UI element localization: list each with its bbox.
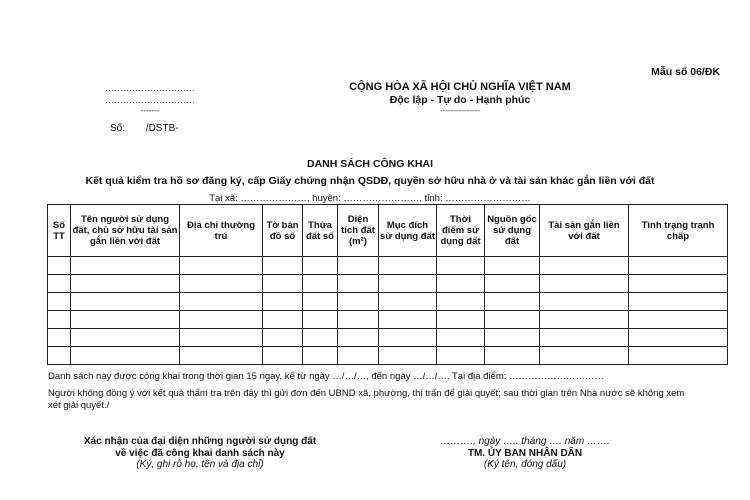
national-motto: Độc lập - Tự do - Hạnh phúc [389,94,531,106]
table-cell [629,257,728,275]
table-cell [379,329,437,347]
table-cell [485,293,540,311]
table-cell [338,293,379,311]
table-cell [71,329,180,347]
table-cell [540,293,629,311]
agency-separator: ------- [140,106,160,115]
table-cell [629,311,728,329]
table-cell [48,257,71,275]
table-cell [379,257,437,275]
table-cell [263,257,303,275]
table-cell [437,311,485,329]
table-cell [485,311,540,329]
column-header: Tên người sử dụng đất, chủ sở hữu tài sản gắn liền với đất [71,205,180,257]
table-cell [540,275,629,293]
table-cell [437,293,485,311]
document-title: DANH SÁCH CÔNG KHAI [307,158,433,170]
table-cell [180,257,263,275]
representative-title-line1: Xác nhận của đại diện những người sử dụng đất [83,436,317,447]
table-cell [263,293,303,311]
table-cell [437,275,485,293]
table-body [48,257,728,365]
table-row [48,311,728,329]
table-cell [303,347,338,365]
document-number [110,123,179,134]
commune-label: Tại xã: [209,193,238,204]
table-cell [180,275,263,293]
table-cell [540,329,629,347]
table-cell [303,275,338,293]
table-cell [263,275,303,293]
table-cell [303,293,338,311]
column-header: Tờ bản đồ số [263,205,303,257]
table-cell [263,311,303,329]
table-cell [629,347,728,365]
table-cell [629,275,728,293]
column-header: Thời điểm sử dụng đất [437,205,485,257]
table-cell [48,347,71,365]
document-number-suffix: /DSTB- [145,123,179,134]
table-cell [48,293,71,311]
table-cell [263,329,303,347]
objection-note: Người không đồng ý với kết quả thẩm tra trên đây thì gửi đơn đến UBND xã, phường, thị trấn để giải quyết; sau thời gian trên Nhà nước sẽ không xem xét giải quyết./ [48,388,685,411]
column-header: Tài sản gắn liền với đất [540,205,629,257]
country-name: CỘNG HÒA XÃ HỘI CHỦ NGHĨA VIỆT NAM [349,81,571,93]
table-cell [71,257,180,275]
table-cell [263,347,303,365]
table-cell [379,293,437,311]
committee-signature-block [430,436,620,471]
column-header: Số TT [48,205,71,257]
table-cell [338,275,379,293]
table-cell [71,347,180,365]
table-cell [180,329,263,347]
form-code: Mẫu số 06/ĐK [651,66,720,78]
table-cell [540,257,629,275]
issuing-agency-block [70,82,230,115]
table-cell [629,293,728,311]
table-cell [48,275,71,293]
table-cell [379,311,437,329]
table-row [48,329,728,347]
table-cell [485,257,540,275]
committee-sign-note: (Ký tên, đóng dấu) [483,459,567,470]
table-cell [437,347,485,365]
table-cell [71,293,180,311]
document-subtitle: Kết quả kiểm tra hồ sơ đăng ký, cấp Giấy chứng nhận QSDĐ, quyền sở hữu nhà ở và tài sản khác gắn liền với đất [85,175,655,187]
table-cell [303,311,338,329]
table-cell [379,347,437,365]
table-row [48,257,728,275]
motto-separator: --------------- [440,106,480,115]
table-row [48,293,728,311]
column-header: Thửa đất số [303,205,338,257]
table-header-row [48,205,728,257]
signing-date-line: ………., ngày ….. tháng …. năm ……. [440,436,610,447]
table-cell [437,257,485,275]
commune-value: ………………… [240,193,307,204]
document-number-label: Số: [110,123,126,134]
publication-note: Danh sách này được công khai trong thời gian 15 ngày, kể từ ngày …/…/…, đến ngày …/…/…. Tại địa điểm: ………………………… [48,371,605,382]
committee-title: TM. ỦY BAN NHÂN DÂN [467,447,583,459]
agency-line-1: ………………………… [105,83,195,93]
table-row [48,347,728,365]
table-cell [540,311,629,329]
table-cell [338,347,379,365]
table-cell [540,347,629,365]
table-cell [180,347,263,365]
table-cell [338,311,379,329]
district-value: …………………… [343,193,420,204]
table-cell [180,311,263,329]
table-cell [629,329,728,347]
table-cell [303,257,338,275]
table-cell [71,311,180,329]
table-cell [379,275,437,293]
table-cell [48,311,71,329]
district-label: , huyện: [306,193,341,204]
column-header: Địa chỉ thường trú [180,205,263,257]
column-header: Mục đích sử dụng đất [379,205,437,257]
province-label: , tỉnh: [419,193,443,204]
table-cell [485,347,540,365]
table-cell [338,257,379,275]
public-list-table [47,204,728,365]
table-cell [485,329,540,347]
table-cell [180,293,263,311]
column-header: Diện tích đất (m²) [338,205,379,257]
national-header [330,81,590,115]
province-value: ……………………… [445,193,531,204]
table-cell [485,275,540,293]
table-cell [48,329,71,347]
representative-title-line2: về việc đã công khai danh sách này [115,447,285,459]
location-line [100,193,640,204]
table-cell [338,329,379,347]
representative-sign-note: (Ký, ghi rõ họ, tên và địa chỉ) [136,459,264,470]
column-header: Tình trạng tranh chấp [629,205,728,257]
table-cell [303,329,338,347]
column-header: Nguồn gốc sử dụng đất [485,205,540,257]
table-cell [437,329,485,347]
representative-signature-block [70,436,330,471]
table-row [48,275,728,293]
agency-line-2: ………………………… [105,95,195,105]
table-cell [71,275,180,293]
